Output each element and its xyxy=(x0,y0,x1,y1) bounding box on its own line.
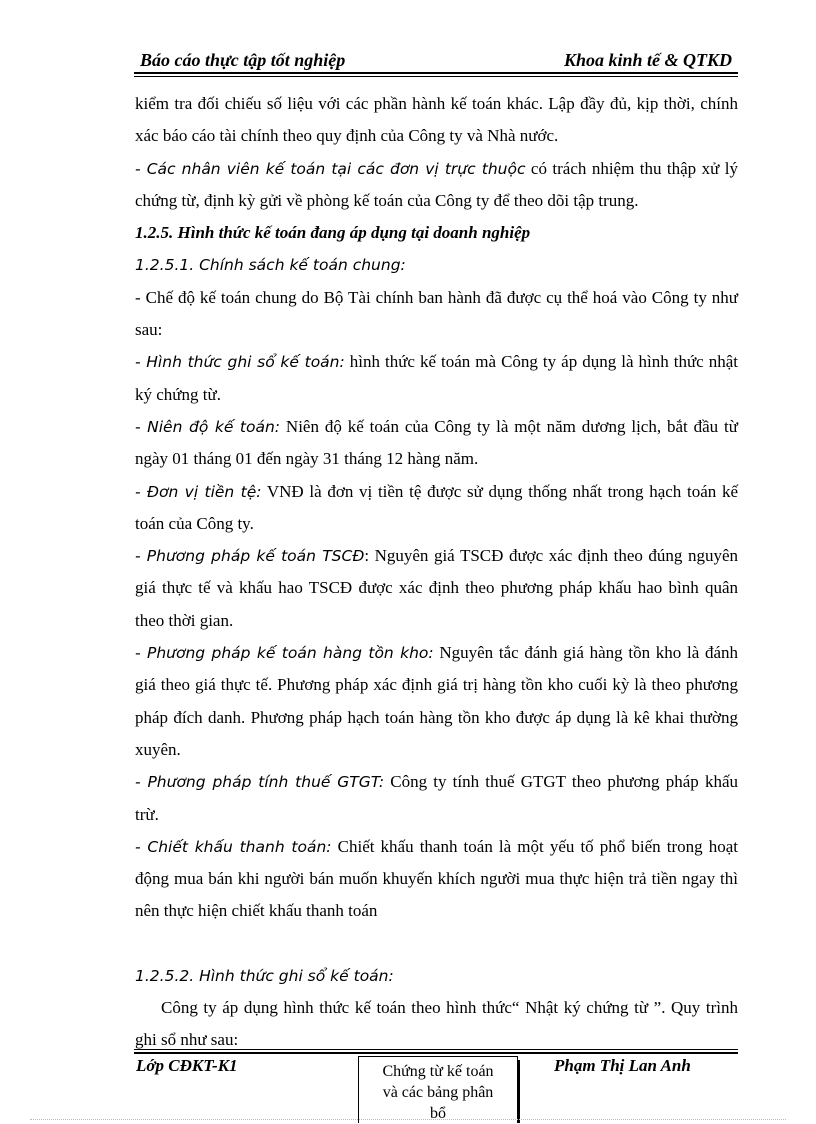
subsection-heading: 1.2.5.2. Hình thức ghi sổ kế toán: xyxy=(135,966,394,985)
paragraph-text: hình thức kế toán mà Công ty áp dụng là hình thức nhật ký chứng từ. xyxy=(135,352,739,404)
flowchart-box-line: Chứng từ kế toán xyxy=(382,1063,494,1080)
paragraph-text: Công ty tính thuế GTGT theo phương pháp khấu trừ. xyxy=(135,772,739,824)
paragraph xyxy=(135,637,738,766)
paragraph-label: - Các nhân viên kế toán tại các đơn vị trực thuộc xyxy=(135,159,526,178)
header-rule-thin xyxy=(134,76,738,77)
header-right-title: Khoa kinh tế & QTKD xyxy=(563,50,732,70)
paragraph xyxy=(135,346,738,411)
paragraph-text: Nguyên tắc đánh giá hàng tồn kho là đánh giá theo giá thực tế. Phương pháp xác định giá trị hàng tồn kho cuối kỳ là theo phương pháp đích danh. Phương pháp hạch toán hàng tồn kho được áp dụng là kê khai thường xuyên. xyxy=(135,643,738,759)
flowchart-box-shadow xyxy=(517,1060,520,1123)
flowchart-box-line: và các bảng phân xyxy=(382,1084,494,1101)
flowchart-box-line: bổ xyxy=(430,1105,446,1122)
paragraph-label: - Đơn vị tiền tệ: xyxy=(135,482,262,501)
document-body xyxy=(135,88,738,1057)
paragraph xyxy=(135,831,738,928)
paragraph-text: Niên độ kế toán của Công ty là một năm dương lịch, bắt đầu từ ngày 01 tháng 01 đến ngày 31 tháng 12 hàng năm. xyxy=(135,416,738,469)
paragraph-text: VNĐ là đơn vị tiền tệ được sử dụng thống nhất trong hạch toán kế toán của Công ty. xyxy=(135,481,739,533)
footer-class-name: Lớp CĐKT-K1 xyxy=(136,1056,238,1075)
page-break-line xyxy=(30,1119,786,1120)
paragraph-label: - Phương pháp tính thuế GTGT: xyxy=(135,773,385,792)
footer-rule-thin xyxy=(134,1049,738,1050)
paragraph: kiểm tra đối chiếu số liệu với các phần hành kế toán khác. Lập đầy đủ, kịp thời, chính xác báo cáo tài chính theo quy định của Công ty và Nhà nước. xyxy=(135,94,738,146)
paragraph-text: : Nguyên giá TSCĐ được xác định theo đúng nguyên giá thực tế và khấu hao TSCĐ được xác định theo phương pháp khấu hao bình quân theo thời gian. xyxy=(135,546,739,630)
paragraph-label: - Niên độ kế toán: xyxy=(135,417,281,436)
subsection-heading: 1.2.5.1. Chính sách kế toán chung: xyxy=(135,256,406,275)
section-heading: 1.2.5. Hình thức kế toán đang áp dụng tại doanh nghiệp xyxy=(135,223,531,243)
paragraph-label: - Phương pháp kế toán TSCĐ xyxy=(135,547,365,566)
paragraph-label: - Phương pháp kế toán hàng tồn kho: xyxy=(135,644,434,663)
paragraph-label: - Chiết khấu thanh toán: xyxy=(135,837,332,856)
paragraph-label: - Hình thức ghi sổ kế toán: xyxy=(135,353,345,372)
paragraph xyxy=(135,411,738,476)
paragraph: Công ty áp dụng hình thức kế toán theo hình thức“ Nhật ký chứng từ ”. Quy trình ghi sổ như sau: xyxy=(135,998,738,1050)
paragraph xyxy=(135,540,738,637)
blank-line xyxy=(135,928,738,960)
header-left-title: Báo cáo thực tập tốt nghiệp xyxy=(140,50,346,70)
paragraph xyxy=(135,766,738,831)
paragraph: - Chế độ kế toán chung do Bộ Tài chính ban hành đã được cụ thể hoá vào Công ty như sau: xyxy=(135,287,738,340)
page-header xyxy=(134,48,738,72)
footer-author-name: Phạm Thị Lan Anh xyxy=(554,1056,691,1075)
paragraph-text: có trách nhiệm thu thập xử lý chứng từ, định kỳ gửi về phòng kế toán của Công ty để theo dõi tập trung. xyxy=(135,158,738,210)
footer-rule-thick xyxy=(134,1052,738,1054)
flowchart-box xyxy=(358,1056,518,1123)
paragraph xyxy=(135,153,738,218)
paragraph-text: Chiết khấu thanh toán là một yếu tố phổ biến trong hoạt động mua bán khi người bán muốn khuyến khích người mua thực hiện trả tiền ngay thì nên thực hiện chiết khấu thanh toán xyxy=(135,836,738,921)
header-rule-thick xyxy=(134,72,738,74)
paragraph xyxy=(135,476,738,541)
